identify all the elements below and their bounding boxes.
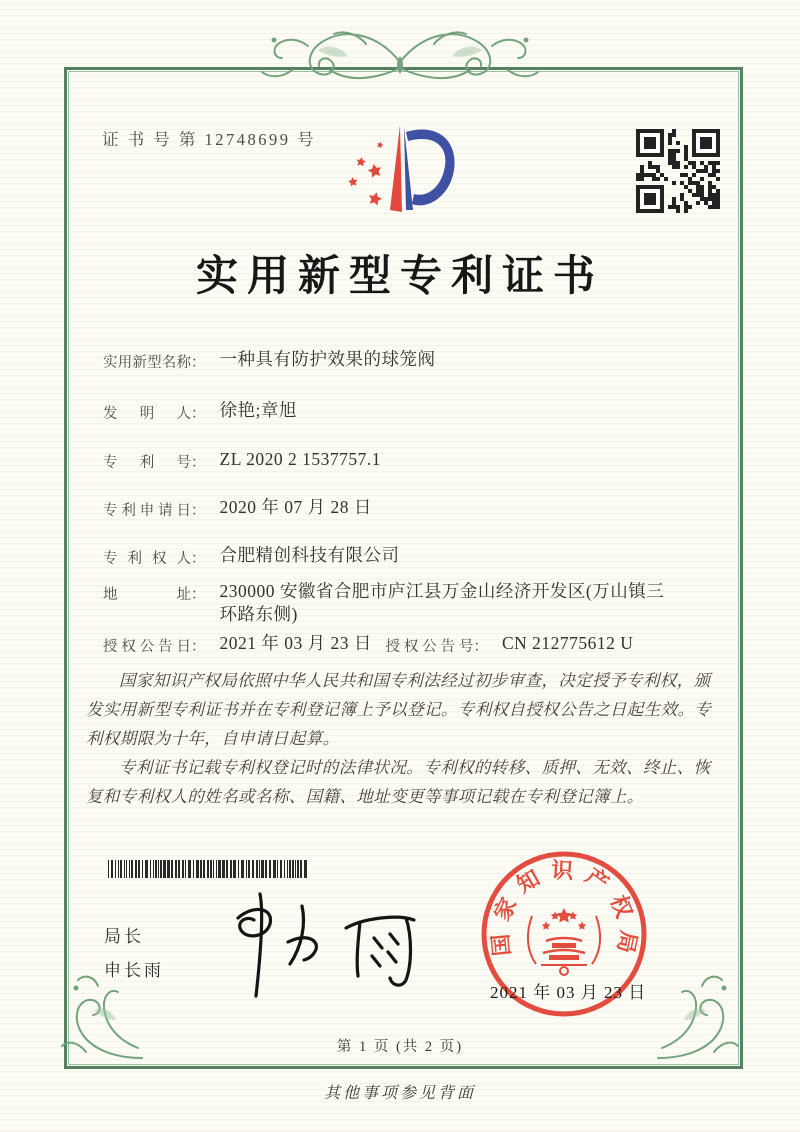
flourish-top-icon [248, 16, 552, 92]
field-label: 专利权人 [103, 551, 191, 567]
field-value: 合肥精创科技有限公司 [219, 545, 400, 565]
flourish-bottom-left-icon [46, 966, 156, 1076]
field-colon: ： [473, 639, 488, 655]
field-row-name [103, 348, 436, 372]
field-value: 2021 年 03 月 23 日 [219, 633, 372, 653]
field-label: 地址 [103, 587, 191, 603]
field-colon: ： [191, 355, 206, 371]
field-value: 一种具有防护效果的球笼阀 [219, 349, 436, 369]
field-row-inventor [103, 399, 297, 423]
field-colon: ： [191, 551, 206, 567]
director-name: 申长雨 [104, 961, 164, 980]
field-row-patent-no [103, 448, 381, 472]
field-label: 实用新型名称 [103, 355, 191, 371]
director-title-label: 局长 [104, 927, 144, 946]
field-row-patentee [103, 544, 400, 568]
field-row-address [103, 580, 665, 626]
page-number: 第 1 页 (共 2 页) [336, 1039, 464, 1055]
certificate-number: 证 书 号 第 12748699 号 [102, 130, 317, 149]
field-colon: ： [191, 406, 206, 422]
seal-date: 2021 年 03 月 23 日 [490, 983, 647, 1002]
flourish-bottom-right-icon [644, 966, 754, 1076]
field-value: ZL 2020 2 1537757.1 [219, 449, 381, 469]
back-note: 其他事项参见背面 [323, 1085, 476, 1102]
field-value: 徐艳;章旭 [219, 400, 297, 420]
cnipa-logo-icon [336, 108, 470, 238]
field-value: 230000 安徽省合肥市庐江县万金山经济开发区(万山镇三环路东侧) [219, 581, 665, 624]
field-colon: ： [191, 455, 206, 471]
body-paragraph: 国家知识产权局依照中华人民共和国专利法经过初步审查，决定授予专利权，颁发实用新型专利证书并在专利登记簿上予以登记。专利权自授权公告之日起生效。专利权期限为十年，自申请日起算。 [86, 671, 712, 748]
certificate-title: 实用新型专利证书 [195, 254, 604, 300]
seal-text: 国家知识产权局 [486, 857, 642, 966]
director-signature-icon [222, 872, 442, 1002]
field-label: 授权公告日 [103, 639, 191, 655]
field-colon: ： [191, 639, 206, 655]
field-value: CN 212775612 U [502, 633, 634, 653]
field-colon: ： [191, 587, 206, 603]
field-colon: ： [191, 503, 206, 519]
field-label: 授权公告号 [385, 639, 474, 655]
body-paragraph: 专利证书记载专利权登记时的法律状况。专利权的转移、质押、无效、终止、恢复和专利权人的姓名或名称、国籍、地址变更等事项记载在专利登记簿上。 [86, 758, 711, 806]
field-row-grant [103, 632, 633, 656]
field-row-filing-date [103, 496, 372, 520]
field-value: 2020 年 07 月 28 日 [219, 497, 372, 517]
field-label: 专利号 [103, 455, 191, 471]
field-label: 专利申请日 [103, 503, 191, 519]
field-label: 发明人 [103, 406, 191, 422]
legal-text [86, 666, 720, 811]
qr-code-icon [636, 129, 720, 213]
